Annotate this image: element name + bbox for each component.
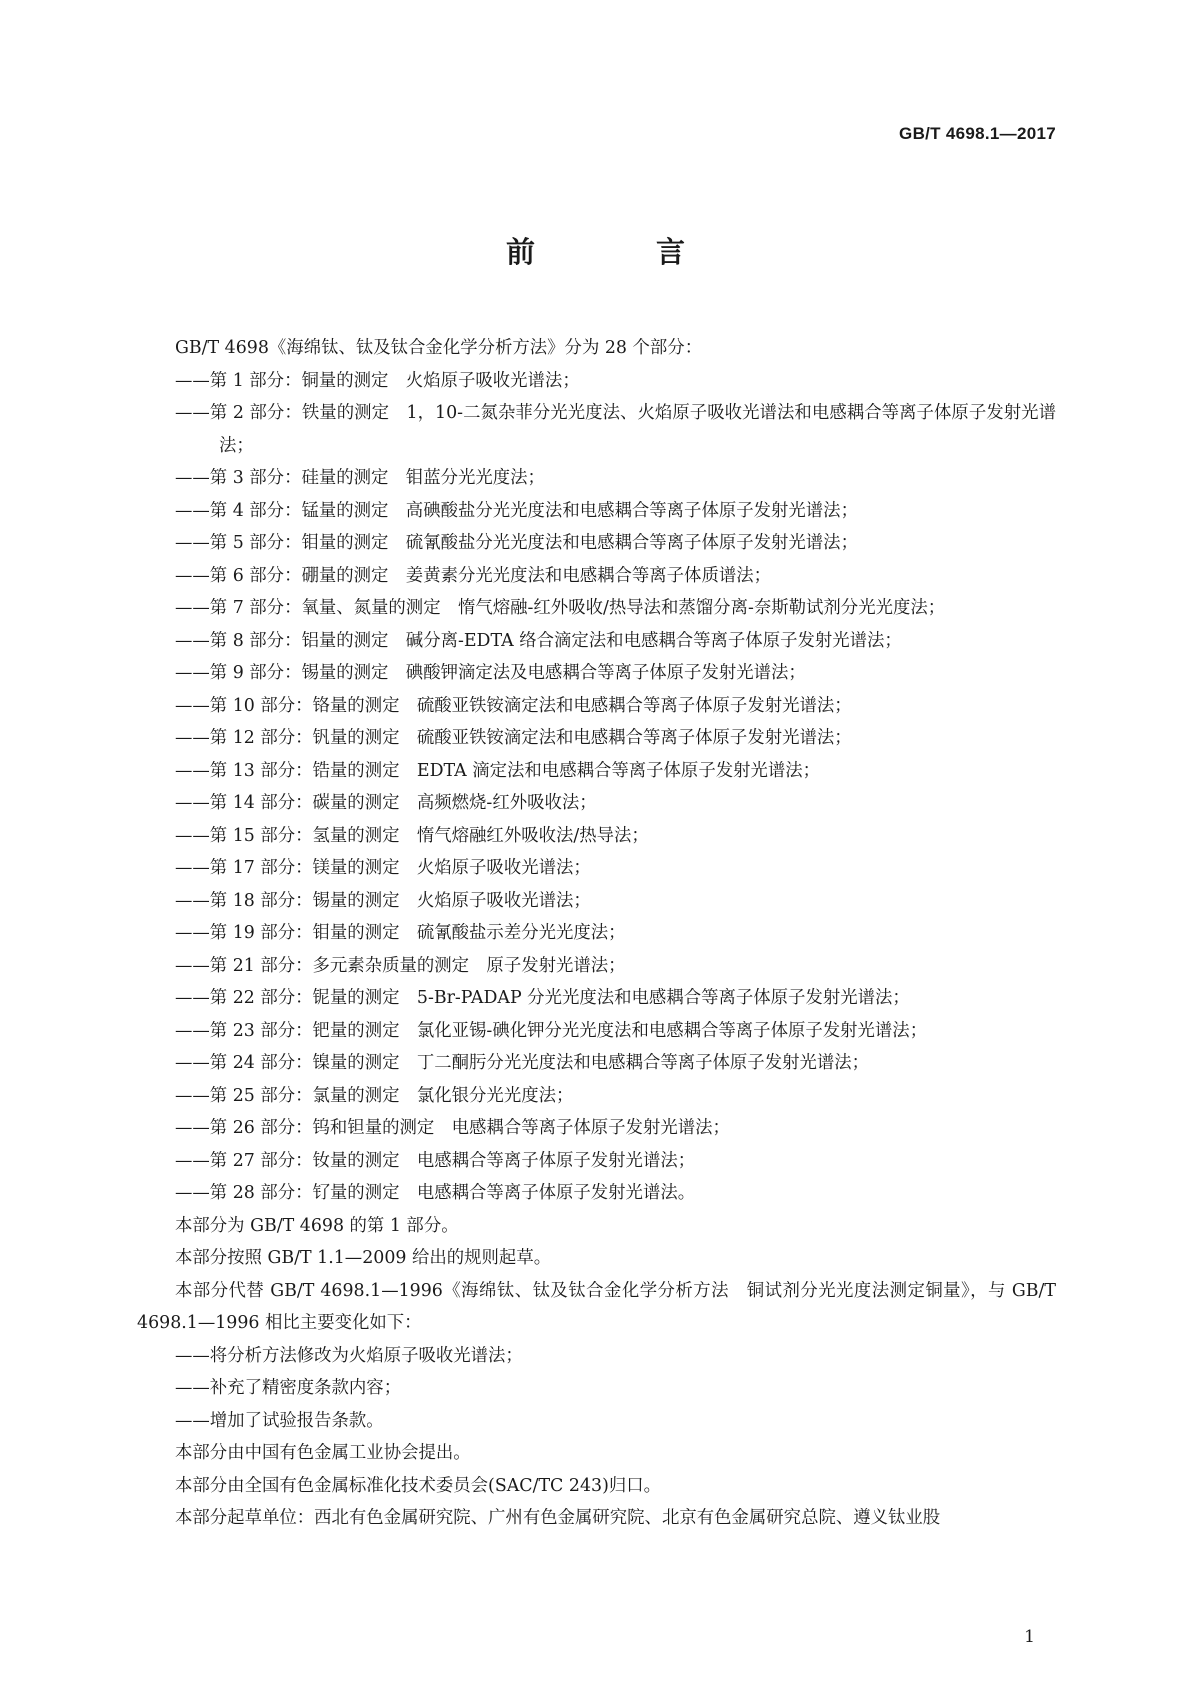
centralized-by-paragraph: 本部分由全国有色金属标准化技术委员会(SAC/TC 243)归口。 xyxy=(175,1475,662,1496)
list-item: ——第 3 部分：硅量的测定 钼蓝分光光度法； xyxy=(175,468,545,488)
list-item: ——增加了试验报告条款。 xyxy=(175,1410,384,1431)
list-item: ——第 26 部分：钨和钽量的测定 电感耦合等离子体原子发射光谱法； xyxy=(175,1118,730,1138)
standard-number: GB/T 4698.1—2017 xyxy=(899,124,1056,143)
list-item: ——第 8 部分：铝量的测定 碱分离-EDTA 络合滴定法和电感耦合等离子体原子发射光谱法； xyxy=(175,630,902,651)
list-item: ——第 22 部分：铌量的测定 5-Br-PADAP 分光光度法和电感耦合等离子体原子发射光谱法； xyxy=(175,988,910,1008)
drafting-units-paragraph: 本部分起草单位：西北有色金属研究院、广州有色金属研究院、北京有色金属研究总院、遵义钛业股 xyxy=(175,1508,941,1528)
drafting-rules-paragraph: 本部分按照 GB/T 1.1—2009 给出的规则起草。 xyxy=(175,1248,552,1268)
foreword-body xyxy=(137,332,1056,1535)
list-item: ——将分析方法修改为火焰原子吸收光谱法； xyxy=(175,1345,523,1366)
list-item: ——第 2 部分：铁量的测定 1，10-二氮杂菲分光光度法、火焰原子吸收光谱法和电感耦合等离子体原子发射光谱法； xyxy=(175,403,1056,456)
list-item: ——第 23 部分：钯量的测定 氯化亚锡-碘化钾分光光度法和电感耦合等离子体原子发射光谱法； xyxy=(175,1020,928,1041)
list-item: ——第 14 部分：碳量的测定 高频燃烧-红外吸收法； xyxy=(175,793,597,813)
replaces-paragraph: 本部分代替 GB/T 4698.1—1996《海绵钛、钛及钛合金化学分析方法 铜试剂分光光度法测定铜量》，与 GB/T 4698.1—1996 相比主要变化如下： xyxy=(137,1280,1056,1333)
list-item: ——第 17 部分：镁量的测定 火焰原子吸收光谱法； xyxy=(175,858,591,878)
list-item: ——第 19 部分：钼量的测定 硫氰酸盐示差分光光度法； xyxy=(175,923,626,943)
list-item: ——补充了精密度条款内容； xyxy=(175,1378,402,1398)
list-item: ——第 15 部分：氢量的测定 惰气熔融红外吸收法/热导法； xyxy=(175,825,649,846)
list-item: ——第 21 部分：多元素杂质量的测定 原子发射光谱法； xyxy=(175,955,626,976)
list-item: ——第 18 部分：锡量的测定 火焰原子吸收光谱法； xyxy=(175,890,591,911)
parts-list xyxy=(137,365,1056,1210)
list-item: ——第 12 部分：钒量的测定 硫酸亚铁铵滴定法和电感耦合等离子体原子发射光谱法； xyxy=(175,728,852,748)
list-item: ——第 4 部分：锰量的测定 高碘酸盐分光光度法和电感耦合等离子体原子发射光谱法； xyxy=(175,500,858,521)
list-item: ——第 24 部分：镍量的测定 丁二酮肟分光光度法和电感耦合等离子体原子发射光谱法； xyxy=(175,1053,870,1073)
proposed-by-paragraph: 本部分由中国有色金属工业协会提出。 xyxy=(175,1443,471,1463)
list-item: ——第 7 部分：氧量、氮量的测定 惰气熔融-红外吸收/热导法和蒸馏分离-奈斯勒试剂分光光度法； xyxy=(175,598,946,618)
part-of-paragraph: 本部分为 GB/T 4698 的第 1 部分。 xyxy=(175,1215,459,1236)
list-item: ——第 9 部分：锡量的测定 碘酸钾滴定法及电感耦合等离子体原子发射光谱法； xyxy=(175,663,806,683)
page-title: 前 言 xyxy=(505,235,731,269)
page-number: 1 xyxy=(1024,1627,1035,1647)
list-item: ——第 27 部分：钕量的测定 电感耦合等离子体原子发射光谱法； xyxy=(175,1150,696,1171)
list-item: ——第 5 部分：钼量的测定 硫氰酸盐分光光度法和电感耦合等离子体原子发射光谱法； xyxy=(175,533,858,553)
list-item: ——第 25 部分：氯量的测定 氯化银分光光度法； xyxy=(175,1085,574,1106)
list-item: ——第 1 部分：铜量的测定 火焰原子吸收光谱法； xyxy=(175,370,580,391)
list-item: ——第 10 部分：铬量的测定 硫酸亚铁铵滴定法和电感耦合等离子体原子发射光谱法； xyxy=(175,695,852,716)
intro-paragraph: GB/T 4698《海绵钛、钛及钛合金化学分析方法》分为 28 个部分： xyxy=(175,338,703,358)
list-item: ——第 28 部分：钌量的测定 电感耦合等离子体原子发射光谱法。 xyxy=(175,1183,696,1203)
list-item: ——第 6 部分：硼量的测定 姜黄素分光光度法和电感耦合等离子体质谱法； xyxy=(175,565,772,586)
changes-list xyxy=(137,1340,1056,1438)
list-item: ——第 13 部分：锆量的测定 EDTA 滴定法和电感耦合等离子体原子发射光谱法； xyxy=(175,760,821,781)
